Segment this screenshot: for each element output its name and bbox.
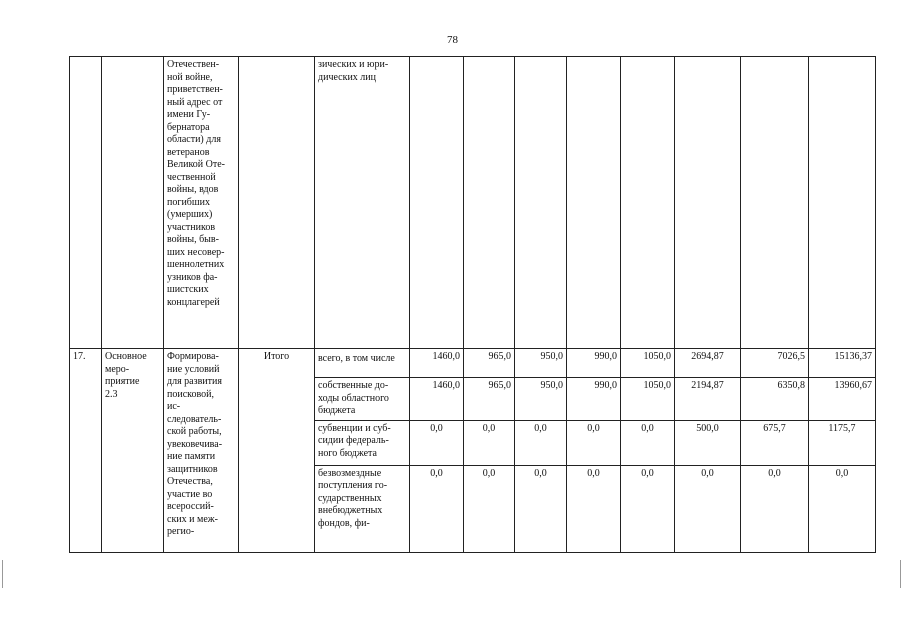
value-cell: 0,0	[464, 465, 515, 552]
value-cell: 990,0	[567, 349, 621, 378]
value-cell	[410, 57, 464, 349]
value-cell: 0,0	[675, 465, 741, 552]
value-cell: 0,0	[621, 420, 675, 465]
funding-source-cell: всего, в том числе	[315, 349, 410, 378]
value-cell	[515, 57, 567, 349]
scan-margin-mark-right	[900, 560, 901, 588]
value-cell: 0,0	[410, 420, 464, 465]
value-cell: 990,0	[567, 378, 621, 421]
value-cell: 0,0	[621, 465, 675, 552]
value-cell: 1050,0	[621, 378, 675, 421]
value-cell	[464, 57, 515, 349]
value-cell: 950,0	[515, 378, 567, 421]
value-cell: 965,0	[464, 378, 515, 421]
measure-name-text: Основное меро- приятие 2.3	[105, 351, 147, 400]
executor-cell: Итого	[239, 349, 315, 553]
value-cell: 0,0	[567, 465, 621, 552]
value-cell: 675,7	[741, 420, 809, 465]
value-cell: 0,0	[567, 420, 621, 465]
value-cell: 965,0	[464, 349, 515, 378]
value-cell: 13960,67	[809, 378, 876, 421]
budget-table	[69, 56, 876, 553]
table-row-continued	[70, 57, 876, 349]
value-cell	[675, 57, 741, 349]
value-cell: 0,0	[741, 465, 809, 552]
funding-source-cell	[315, 378, 410, 421]
value-cell: 0,0	[464, 420, 515, 465]
row-number-cell	[70, 57, 102, 349]
table-row-17-total	[70, 349, 876, 378]
value-cell	[567, 57, 621, 349]
page-number: 78	[447, 34, 458, 46]
value-cell: 15136,37	[809, 349, 876, 378]
value-cell: 950,0	[515, 349, 567, 378]
funding-source-text: собственные до- ходы областного бюджета	[318, 380, 389, 416]
value-cell: 2194,87	[675, 378, 741, 421]
value-cell: 0,0	[515, 420, 567, 465]
funding-source-cell	[315, 465, 410, 552]
value-cell: 7026,5	[741, 349, 809, 378]
measure-name-cell	[102, 349, 164, 553]
value-cell: 0,0	[515, 465, 567, 552]
funding-source-text: субвенции и суб- сидии федераль- ного бюджета	[318, 422, 391, 459]
measure-description-text: Формирова- ние условий для развития поисковой, ис- следователь- ской работы, увековечива- ние памяти защитников Отечества, участие во всероссий- ских и меж- регио-	[167, 351, 223, 537]
value-cell: 500,0	[675, 420, 741, 465]
funding-source-text: безвозмездные поступления го- сударственных внебюджетных фондов, фи-	[318, 467, 388, 529]
row-number-cell: 17.	[70, 349, 102, 553]
measure-name-cell	[102, 57, 164, 349]
measure-description-cell	[164, 349, 239, 553]
measure-description-cell	[164, 57, 239, 349]
value-cell: 1460,0	[410, 378, 464, 421]
value-cell: 1050,0	[621, 349, 675, 378]
value-cell: 2694,87	[675, 349, 741, 378]
value-cell	[809, 57, 876, 349]
measure-description-text: Отечествен- ной войне, приветствен- ный адрес от имени Гу- бернатора области) для ветеранов Великой Оте- чественной войны, вдов погибших (умерших) участников войны, быв- ших несовер- шеннолетних узников фа- шистских концлагерей	[167, 59, 226, 308]
value-cell	[741, 57, 809, 349]
value-cell: 1175,7	[809, 420, 876, 465]
scan-margin-mark-left	[2, 560, 3, 588]
funding-source-text: зических и юри- дических лиц	[318, 59, 389, 83]
funding-source-cell	[315, 57, 410, 349]
funding-source-cell	[315, 420, 410, 465]
value-cell: 0,0	[809, 465, 876, 552]
value-cell: 6350,8	[741, 378, 809, 421]
value-cell: 1460,0	[410, 349, 464, 378]
value-cell: 0,0	[410, 465, 464, 552]
executor-cell	[239, 57, 315, 349]
value-cell	[621, 57, 675, 349]
